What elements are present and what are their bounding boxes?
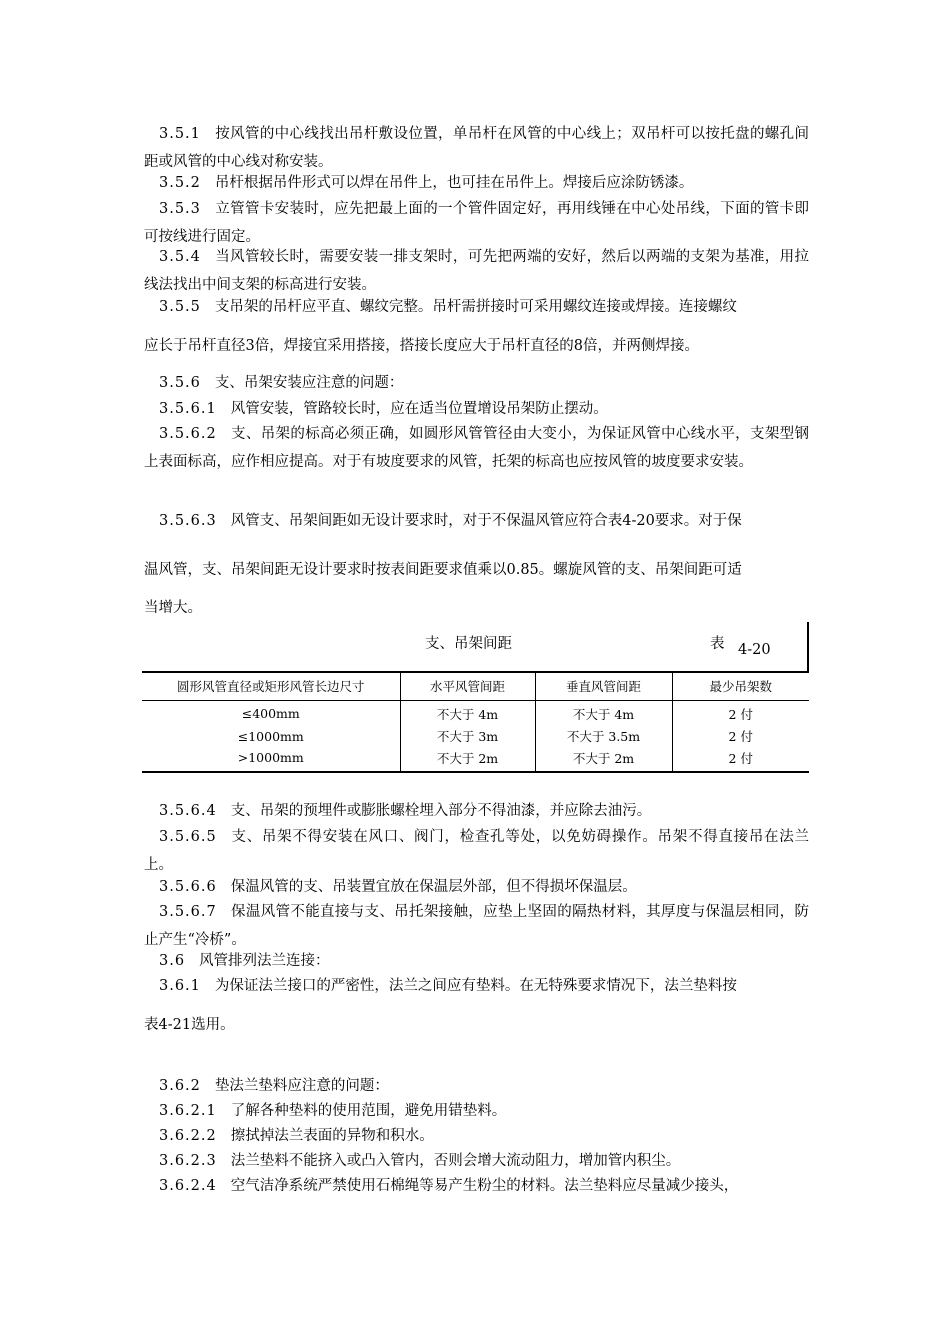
table-header-row <box>142 672 809 700</box>
paragraph-3-5-6-2: 3.5.6.2 支、吊架的标高必须正确，如圆形风管管径由大变小，为保证风管中心线水平，支架型钢上表面标高，应作相应提高。对于有坡度要求的风管，托架的标高也应按风管的坡度要求安装。 <box>144 426 809 470</box>
paragraph-3-5-3: 3.5.3 立管管卡安装时，应先把最上面的一个管件固定好，再用线锤在中心处吊线，下面的管卡即可按线进行固定。 <box>144 201 809 245</box>
table-cell: 2 付 <box>672 724 809 748</box>
paragraph-3-6-2-4: 3.6.2.4 空气洁净系统严禁使用石棉绳等易产生粉尘的材料。法兰垫料应尽量减少接头， <box>159 1178 739 1194</box>
table-header-cell: 最少吊架数 <box>672 672 809 700</box>
paragraph-3-5-6-3-cont: 温风管，支、吊架间距无设计要求时按表间距要求值乘以0.85。螺旋风管的支、吊架间距可适 <box>144 562 742 578</box>
table-cell: 不大于 3m <box>400 724 535 748</box>
table-cell: ≤1000mm <box>237 728 304 744</box>
paragraph-3-5-5: 3.5.5 支吊架的吊杆应平直、螺纹完整。吊杆需拼接时可采用螺纹连接或焊接。连接螺纹 <box>159 299 737 315</box>
table-cell: 不大于 2m <box>400 748 535 772</box>
table-cell: ≤400mm <box>241 706 300 722</box>
table-header-cell: 水平风管间距 <box>400 672 535 700</box>
paragraph-3-5-6-5: 3.5.6.5 支、吊架不得安装在风口、阀门，检查孔等处，以免妨碍操作。吊架不得直接吊在法兰上。 <box>144 829 809 873</box>
paragraph-3-5-6-7: 3.5.6.7 保温风管不能直接与支、吊托架接触，应垫上坚固的隔热材料，其厚度与保温层相同，防止产生“冷桥”。 <box>144 904 809 948</box>
table-header-cell: 垂直风管间距 <box>535 672 672 700</box>
paragraph-3-6-1-cont: 表4-21选用。 <box>144 1017 235 1033</box>
paragraph-3-6-2-2: 3.6.2.2 擦拭掉法兰表面的异物和积水。 <box>159 1128 434 1144</box>
table-cell: 不大于 2m <box>535 748 672 772</box>
table-number: 4-20 <box>738 642 771 658</box>
table-cell: 2 付 <box>672 700 809 724</box>
table-row <box>142 724 809 748</box>
table-row <box>142 700 809 724</box>
table-row <box>142 748 809 772</box>
table-caption-rule <box>807 622 809 672</box>
paragraph-3-5-6-6: 3.5.6.6 保温风管的支、吊装置宜放在保温层外部，但不得损坏保温层。 <box>159 879 637 895</box>
paragraph-3-6-2-1: 3.6.2.1 了解各种垫料的使用范围，避免用错垫料。 <box>159 1103 507 1119</box>
table-cell: 不大于 3.5m <box>535 724 672 748</box>
paragraph-3-5-6-4: 3.5.6.4 支、吊架的预埋件或膨胀螺栓埋入部分不得油漆，并应除去油污。 <box>159 803 652 819</box>
table-cell: 不大于 4m <box>535 700 672 724</box>
paragraph-3-6: 3.6 风管排列法兰连接： <box>159 953 330 969</box>
paragraph-3-5-6-3-cont2: 当增大。 <box>144 600 202 616</box>
paragraph-3-5-6: 3.5.6 支、吊架安装应注意的问题： <box>159 375 404 391</box>
paragraph-3-5-6-3: 3.5.6.3 风管支、吊架间距如无设计要求时，对于不保温风管应符合表4-20要求。对于保 <box>159 513 742 529</box>
paragraph-3-5-6-1: 3.5.6.1 风管安装，管路较长时，应在适当位置增设吊架防止摆动。 <box>159 401 608 417</box>
paragraph-3-6-2-3: 3.6.2.3 法兰垫料不能挤入或凸入管内，否则会增大流动阻力，增加管内积尘。 <box>159 1153 681 1169</box>
table-title: 支、吊架间距 <box>425 636 512 652</box>
paragraph-3-6-1: 3.6.1 为保证法兰接口的严密性，法兰之间应有垫料。在无特殊要求情况下，法兰垫料按 <box>159 978 737 994</box>
paragraph-3-5-5-cont: 应长于吊杆直径3倍，焊接宜采用搭接，搭接长度应大于吊杆直径的8倍，并两侧焊接。 <box>144 338 699 354</box>
paragraph-3-5-4: 3.5.4 当风管较长时，需要安装一排支架时，可先把两端的安好，然后以两端的支架为基准，用拉线法找出中间支架的标高进行安装。 <box>144 249 809 293</box>
table-cell: 2 付 <box>672 748 809 772</box>
paragraph-3-5-2: 3.5.2 吊杆根据吊件形式可以焊在吊件上，也可挂在吊件上。焊接后应涂防锈漆。 <box>159 175 694 191</box>
table-cell: >1000mm <box>142 748 400 772</box>
table-label: 表 <box>710 636 725 652</box>
paragraph-3-6-2: 3.6.2 垫法兰垫料应注意的问题： <box>159 1078 389 1094</box>
spacing-table <box>142 671 809 773</box>
table-cell: 不大于 4m <box>400 700 535 724</box>
paragraph-3-5-1: 3.5.1 按风管的中心线找出吊杆敷设位置，单吊杆在风管的中心线上；双吊杆可以按托盘的螺孔间距或风管的中心线对称安装。 <box>144 126 809 170</box>
table-header-cell: 圆形风管直径或矩形风管长边尺寸 <box>142 672 400 700</box>
